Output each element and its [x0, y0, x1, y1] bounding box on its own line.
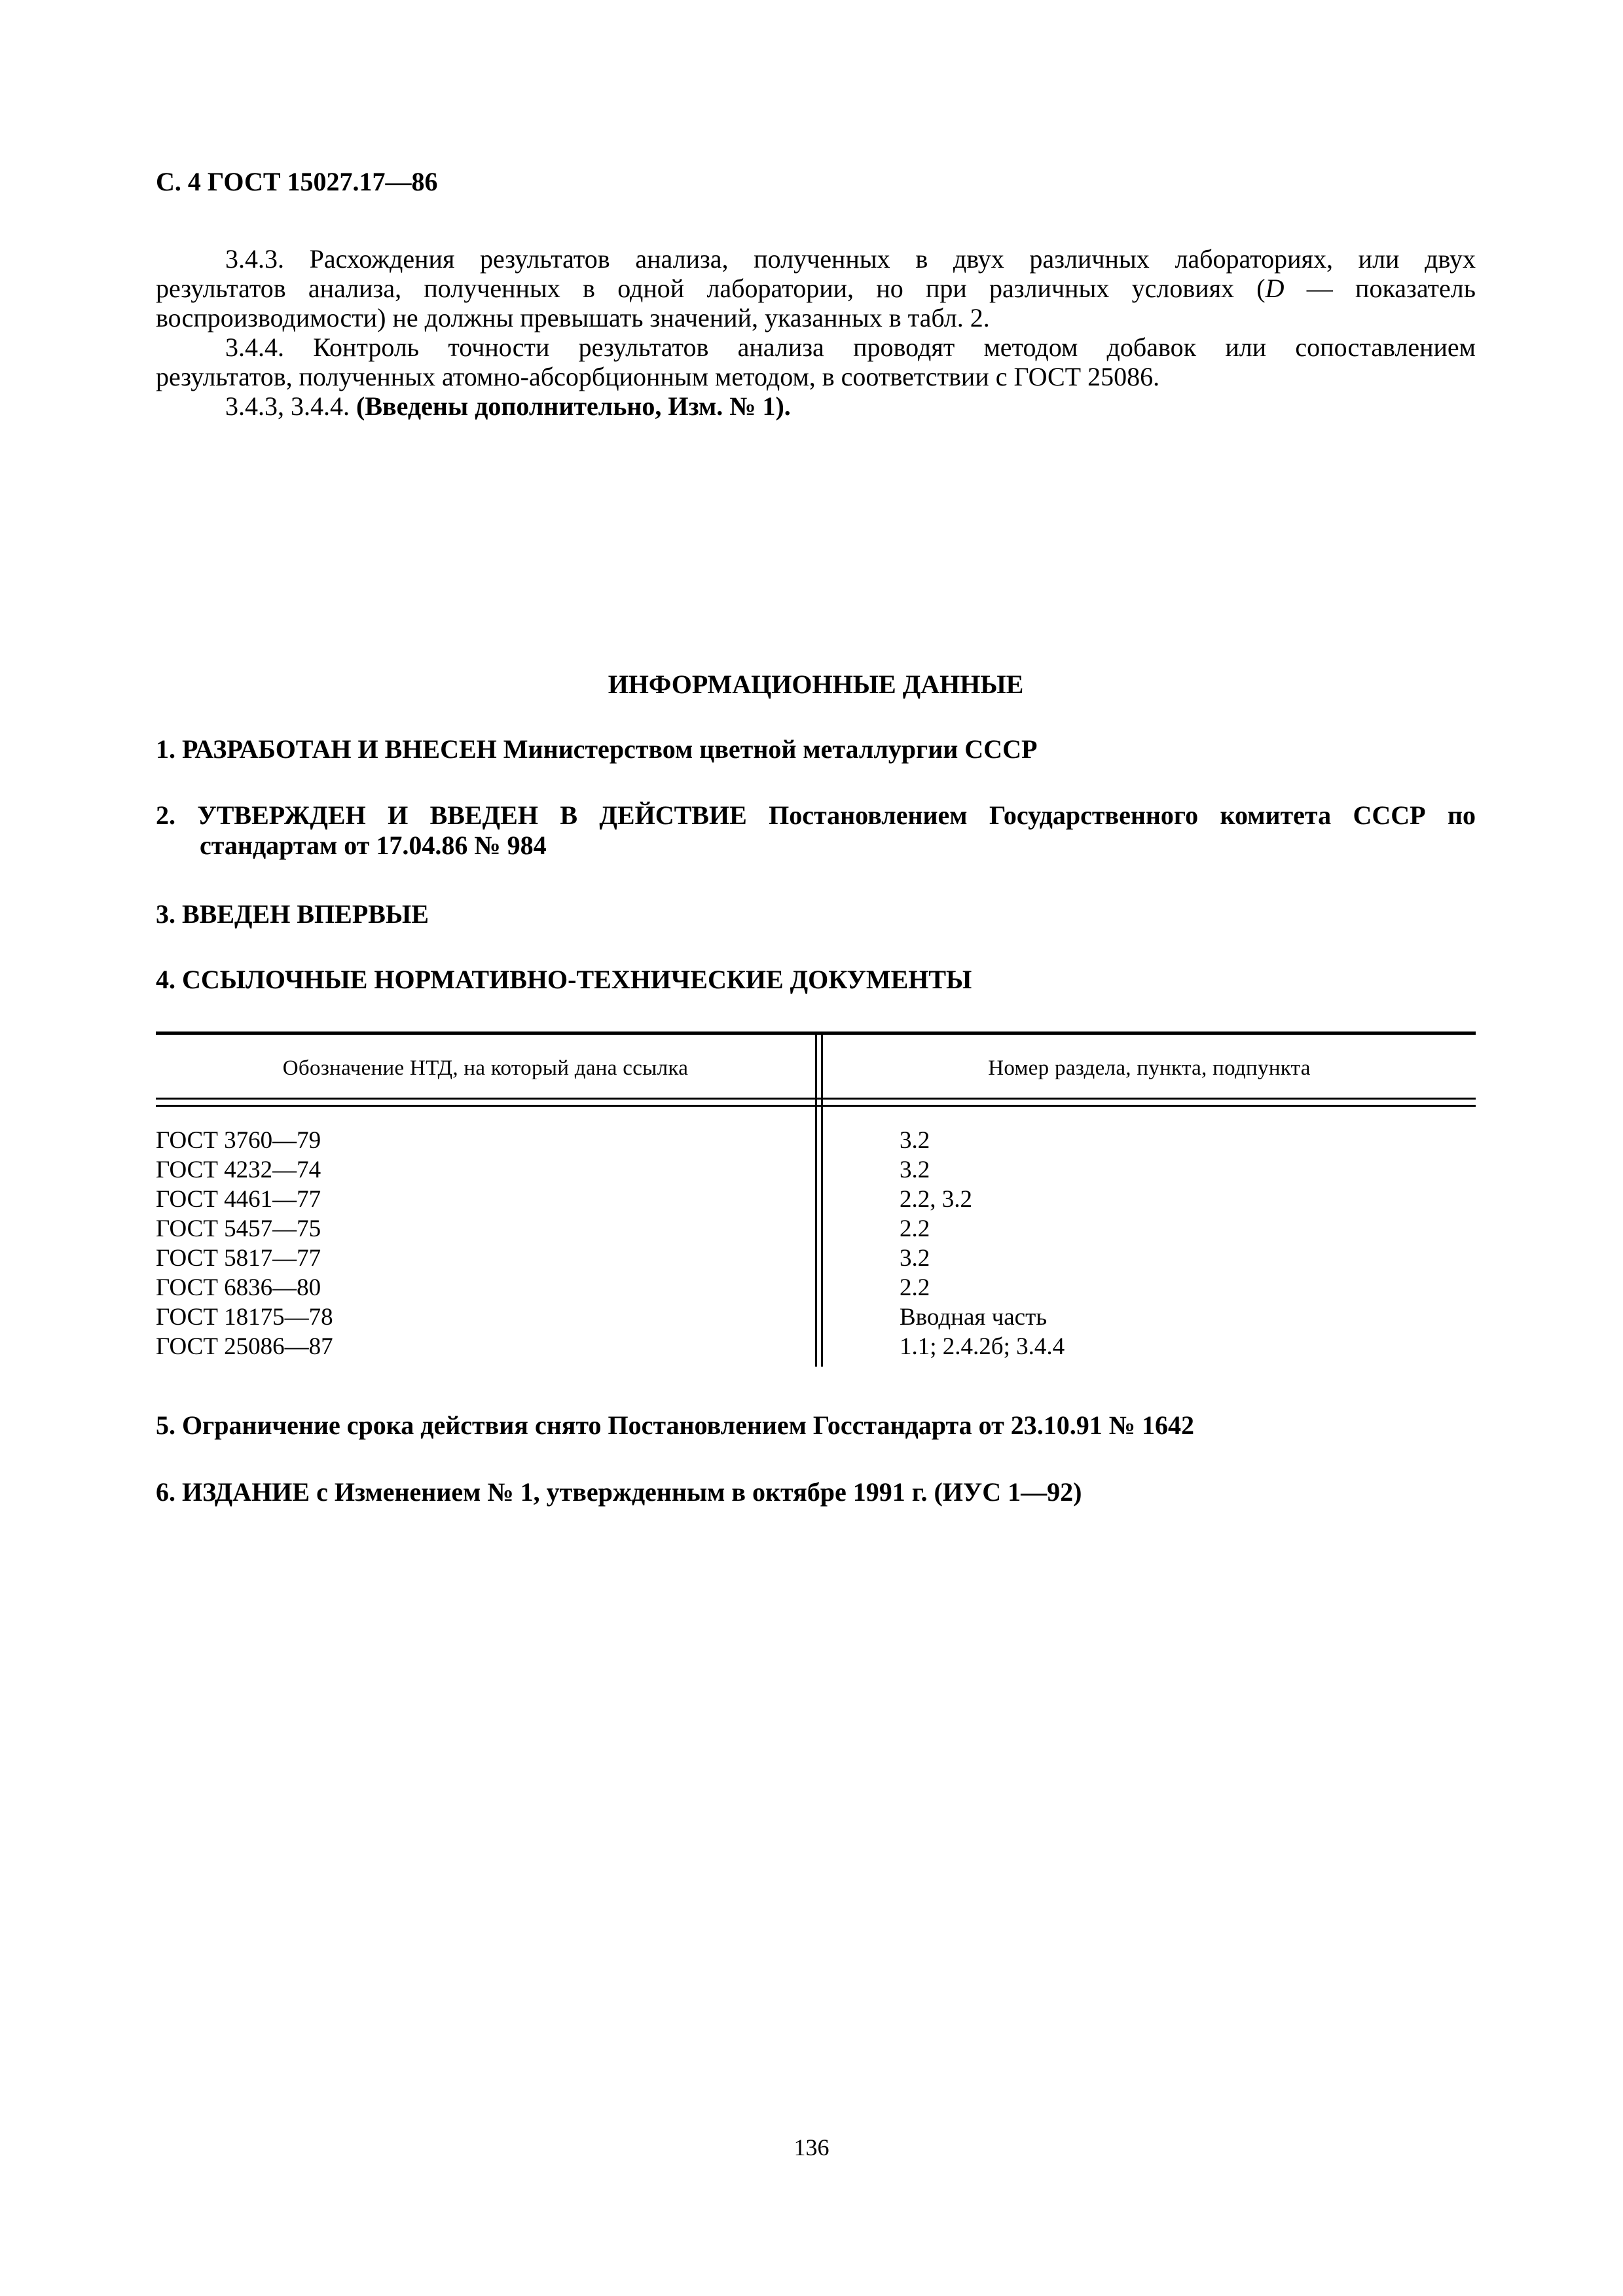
clause-3-4-3-text-a: результатов анализа, полученных в одной лаборатории, но при различных условиях (: [156, 274, 1266, 303]
amendment-note: [156, 391, 1476, 421]
amendment-note-prefix: 3.4.3, 3.4.4.: [225, 391, 356, 421]
table-cell-ref: 3.2: [900, 1157, 930, 1183]
clause-3-4-3-line2: [156, 274, 1476, 303]
clauses-block: [156, 244, 1476, 421]
clause-3-4-3-line1: 3.4.3. Расхождения результатов анализа, полученных в двух различных лабораториях, или двух: [225, 244, 1476, 274]
clause-3-4-4-line1: 3.4.4. Контроль точности результатов анализа проводят методом добавок или сопоставлением: [225, 332, 1476, 362]
symbol-d: D: [1265, 274, 1285, 303]
table-header-col2: Номер раздела, пункта, подпункта: [988, 1056, 1311, 1080]
table-column-refs: [900, 1126, 1065, 1361]
table-cell-doc: ГОСТ 5817—77: [156, 1245, 321, 1272]
table-cell-ref: 2.2: [900, 1274, 930, 1301]
info-item-2-line1: 2. УТВЕРЖДЕН И ВВЕДЕН В ДЕЙСТВИЕ Постановлением Государственного комитета СССР по: [156, 800, 1476, 830]
table-column-docs: [156, 1126, 333, 1361]
table-cell-doc: ГОСТ 6836—80: [156, 1274, 321, 1301]
info-item-6: 6. ИЗДАНИЕ с Изменением № 1, утвержденным в октябре 1991 г. (ИУС 1—92): [156, 1477, 1082, 1507]
table-cell-ref: 3.2: [900, 1127, 930, 1154]
table-cell-ref: 3.2: [900, 1245, 930, 1272]
table-header-col1: Обозначение НТД, на который дана ссылка: [282, 1056, 689, 1080]
table-cell-doc: ГОСТ 18175—78: [156, 1304, 333, 1331]
info-item-1: 1. РАЗРАБОТАН И ВНЕСЕН Министерством цветной металлургии СССР: [156, 734, 1038, 764]
table-cell-ref: Вводная часть: [900, 1304, 1048, 1331]
info-item-3: 3. ВВЕДЕН ВПЕРВЫЕ: [156, 899, 429, 929]
table-cell-doc: ГОСТ 4232—74: [156, 1157, 321, 1183]
table-cell-doc: ГОСТ 25086—87: [156, 1333, 333, 1360]
table-cell-doc: ГОСТ 5457—75: [156, 1215, 321, 1242]
table-divider-2: [821, 1033, 823, 1367]
table-divider-1: [815, 1033, 817, 1367]
info-item-2: [156, 800, 1476, 861]
clause-3-4-3-text-b: — показатель: [1284, 274, 1476, 303]
amendment-note-bold: (Введены дополнительно, Изм. № 1).: [356, 391, 791, 421]
page-header: С. 4 ГОСТ 15027.17—86: [156, 167, 438, 196]
clause-3-4-4-line2: результатов, полученных атомно-абсорбционным методом, в соответствии с ГОСТ 25086.: [156, 362, 1160, 391]
info-item-5: 5. Ограничение срока действия снято Постановлением Госстандарта от 23.10.91 № 1642: [156, 1410, 1194, 1440]
table-cell-ref: 2.2, 3.2: [900, 1186, 972, 1213]
info-item-2-line2: стандартам от 17.04.86 № 984: [200, 831, 547, 860]
table-cell-ref: 1.1; 2.4.2б; 3.4.4: [900, 1333, 1065, 1360]
table-cell-ref: 2.2: [900, 1215, 930, 1242]
table-cell-doc: ГОСТ 3760—79: [156, 1127, 321, 1154]
info-section-title: ИНФОРМАЦИОННЫЕ ДАННЫЕ: [608, 670, 1024, 699]
info-item-4: 4. ССЫЛОЧНЫЕ НОРМАТИВНО-ТЕХНИЧЕСКИЕ ДОКУМЕНТЫ: [156, 965, 972, 994]
table-cell-doc: ГОСТ 4461—77: [156, 1186, 321, 1213]
page-number: 136: [793, 2134, 830, 2161]
clause-3-4-3-line3: воспроизводимости) не должны превышать значений, указанных в табл. 2.: [156, 303, 990, 332]
